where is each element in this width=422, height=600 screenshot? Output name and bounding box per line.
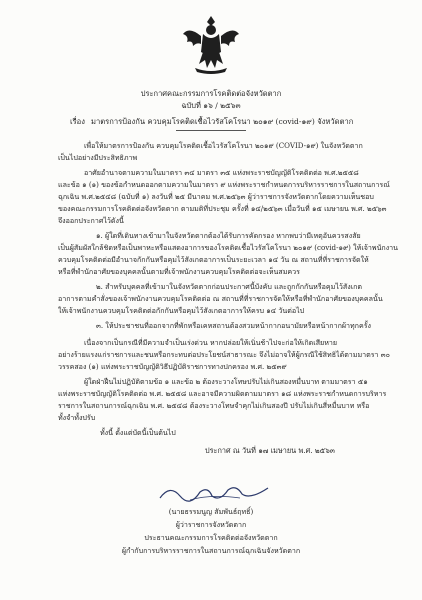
divider	[176, 130, 246, 131]
body-line: ของคณะกรรมการโรคติดต่อจังหวัดตาก ตามมติที่ประชุม ครั้งที่ ๑๔/๒๕๖๓ เมื่อวันที่ ๑๕ เมษายน พ.ศ. ๒๕๖๓	[58, 204, 387, 213]
signatory-title: ผู้ว่าราชการจังหวัดตาก	[175, 520, 247, 529]
body-line: เนื่องจากเป็นกรณีที่มีความจำเป็นเร่งด่วน หากปล่อยให้เนิ่นช้าไปจะก่อให้เกิดเสียหาย	[84, 338, 338, 347]
body-line: ทั้งนี้ ตั้งแต่บัดนี้เป็นต้นไป	[100, 428, 176, 437]
announcement-subject	[70, 116, 353, 128]
body-line: ๓. ให้ประชาชนที่ออกจากที่พักหรือเคหสถานต้องสวมหน้ากากอนามัยหรือหน้ากากผ้าทุกครั้ง	[96, 321, 371, 330]
signatory-name: (นายธรรมนูญ สัมพันธ์ฤทธิ์)	[168, 507, 254, 516]
signatory-title: ผู้กำกับการบริหารราชการในสถานการณ์ฉุกเฉินจังหวัดตาก	[121, 546, 301, 555]
body-line: แห่งพระราชบัญญัติโรคติดต่อ พ.ศ. ๒๕๕๘ และอาจมีความผิดตามมาตรา ๑๘ แห่งพระราชกำหนดการบริหาร	[58, 389, 387, 398]
body-line: ๑. ผู้ใดที่เดินทางเข้ามาในจังหวัดตากต้องได้รับการคัดกรอง หากพบว่ามีเหตุอันควรสงสัย	[96, 231, 361, 240]
body-line: อาการตามคำสั่งของเจ้าพนักงานควบคุมโรคติดต่อ ณ สถานที่ที่ราชการจัดให้หรือที่พำนักอาศัยของบุคคลนั้น	[58, 294, 383, 303]
body-line: เป็นผู้สัมผัสใกล้ชิดหรือเป็นพาหะหรือแสดงอาการของโรคติดเชื้อไวรัสโคโรนา ๒๐๑๙ (covid-๑๙) ให้เจ้าพนักงาน	[58, 243, 399, 252]
signatory-title: ประธานคณะกรรมการโรคติดต่อจังหวัดตาก	[144, 533, 278, 542]
subject-text: มาตรการป้องกัน ควบคุมโรคติดเชื้อไวรัสโคโรนา ๒๐๑๙ (covid-๑๙) จังหวัดตาก	[90, 117, 354, 126]
garuda-emblem-icon	[181, 12, 241, 76]
body-line: ๒. สำหรับบุคคลที่เข้ามาในจังหวัดตากก่อนประกาศนี้บังคับ และถูกกักกันหรือคุมไว้สังเกต	[96, 282, 363, 291]
announcement-date: ประกาศ ณ วันที่ ๑๗ เมษายน พ.ศ. ๒๕๖๓	[205, 446, 335, 455]
body-line: จึงออกประกาศไว้ดังนี้	[58, 216, 124, 225]
body-line: เป็นไปอย่างมีประสิทธิภาพ	[58, 153, 138, 162]
announcement-number: ฉบับที่ ๑๖ / ๒๕๖๓	[181, 101, 241, 110]
body-line: ควบคุมโรคติดต่อมีอำนาจกักกันหรือคุมไว้สังเกตอาการเป็นระยะเวลา ๑๔ วัน ณ สถานที่ที่ราชการจัดให้	[58, 255, 369, 264]
body-line: อาศัยอำนาจตามความในมาตรา ๓๔ มาตรา ๓๕ แห่งพระราชบัญญัติโรคติดต่อ พ.ศ.๒๕๕๘	[84, 168, 359, 177]
body-line: ทั้งจำทั้งปรับ	[58, 413, 96, 422]
announcement-org: ประกาศคณะกรรมการโรคติดต่อจังหวัดตาก	[140, 89, 282, 98]
subject-label: เรื่อง	[70, 117, 85, 126]
body-line: ฉุกเฉิน พ.ศ.๒๕๔๘ (ฉบับที่ ๑) ลงวันที่ ๒๕ มีนาคม พ.ศ.๒๕๖๓ ผู้ว่าราชการจังหวัดตากโดยความเห็นชอบ	[58, 192, 374, 201]
signature	[150, 482, 280, 504]
body-line: และข้อ ๑ (๑) ของข้อกำหนดออกตามความในมาตรา ๙ แห่งพระราชกำหนดการบริหารราชการในสถานการณ์	[58, 180, 390, 189]
body-line: เพื่อให้มาตรการป้องกัน ควบคุมโรคติดเชื้อไวรัสโคโรนา ๒๐๑๙ (COVID-๑๙) ในจังหวัดตาก	[84, 141, 363, 150]
body-line: อย่างร้ายแรงแก่ราชการและชนหรือกระทบต่อประโยชน์สาธารณะ จึงไม่อาจให้ผู้กรณีใช้สิทธิได้ตามมาตรา ๓๐	[58, 350, 390, 359]
body-line: วรรคสอง (๑) แห่งพระราชบัญญัติวิธีปฏิบัติราชการทางปกครอง พ.ศ. ๒๕๓๙	[58, 362, 287, 371]
body-line: ราชการในสถานการณ์ฉุกเฉิน พ.ศ. ๒๕๔๘ ต้องระวางโทษจำคุกไม่เกินสองปี ปรับไม่เกินสี่หมื่นบาท หรือ	[58, 401, 370, 410]
body-line: ให้เจ้าพนักงานควบคุมโรคติดต่อกักกันหรือคุมไว้สังเกตอาการให้ครบ ๑๔ วันต่อไป	[58, 306, 305, 315]
body-line: หรือที่พำนักอาศัยของบุคคลนั้นตามที่เจ้าพนักงานควบคุมโรคติดต่อจะเห็นสมควร	[58, 267, 300, 276]
body-line: ผู้ใดฝ่าฝืนไม่ปฏิบัติตามข้อ ๑ และข้อ ๒ ต้องระวางโทษปรับไม่เกินสองหมื่นบาท ตามมาตรา ๕๑	[84, 377, 368, 386]
